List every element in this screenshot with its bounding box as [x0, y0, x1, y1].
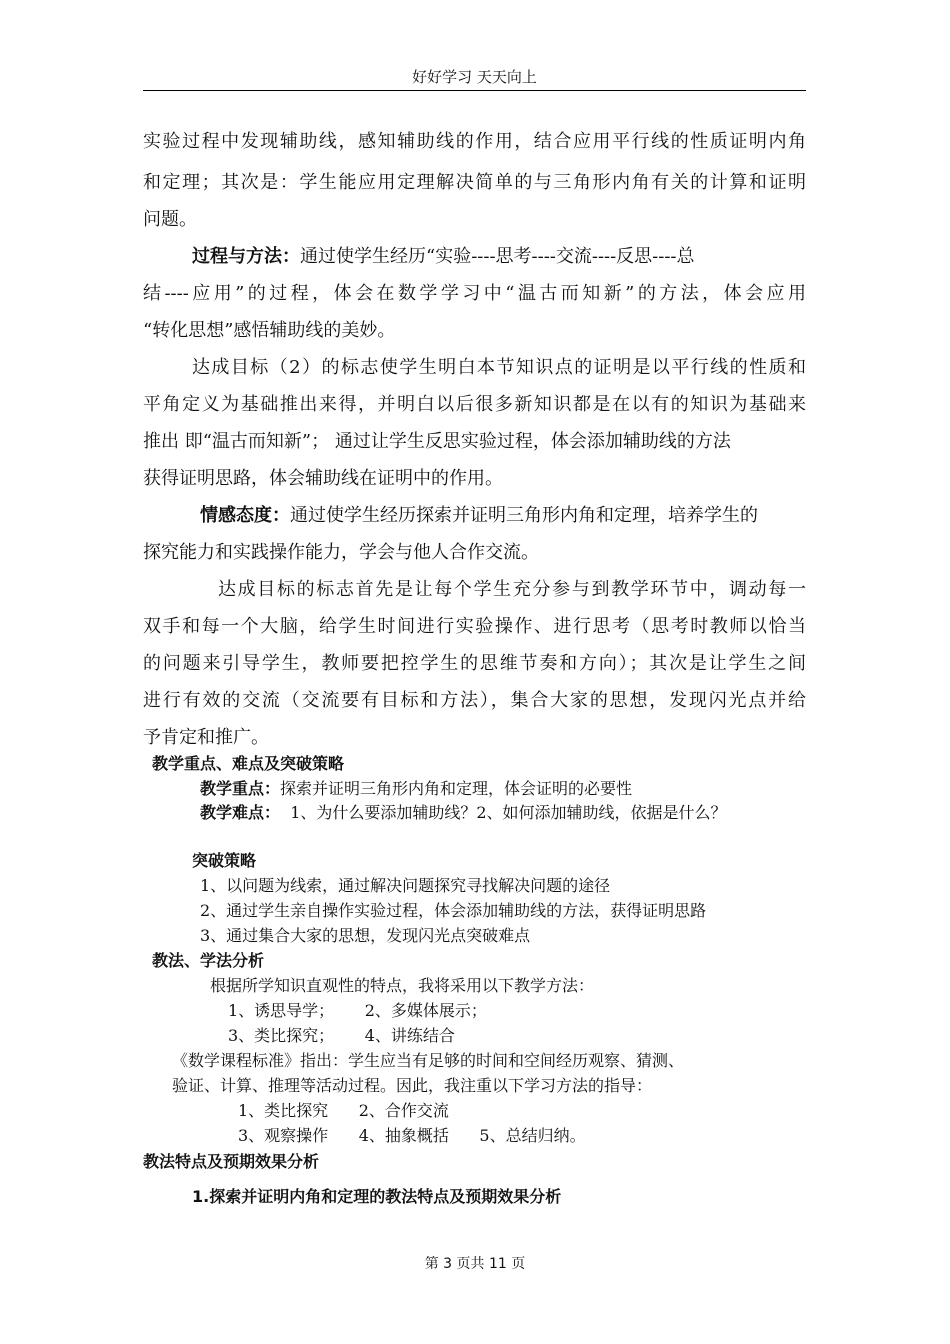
learn-methods-row-2: 3、观察操作 4、抽象概括 5、总结归纳。	[238, 1126, 586, 1145]
page-header: 好好学习 天天向上	[143, 66, 806, 91]
key-point-line	[200, 777, 632, 801]
p2-line-2: 结----应用”的过程，体会在数学学习中“温古而知新”的方法，体会应用	[143, 283, 806, 304]
difficulty-line	[200, 801, 727, 825]
methods-row-1: 1、诱思导学； 2、多媒体展示；	[228, 1001, 487, 1020]
p2-label: 过程与方法：	[192, 246, 300, 267]
method-intro: 根据所学知识直观性的特点，我将采用以下教学方法：	[210, 976, 595, 995]
difficulty-text: 1、为什么要添加辅助线？2、如何添加辅助线，依据是什么？	[280, 803, 727, 822]
standard-line-1: 《数学课程标准》指出：学生应当有足够的时间和空间经历观察、猜测、	[172, 1051, 685, 1070]
strategy-item-2: 2、通过学生亲自操作实验过程，体会添加辅助线的方法，获得证明思路	[200, 901, 707, 920]
p4-line-1	[200, 503, 806, 529]
p4-line-2: 探究能力和实践操作能力，学会与他人合作交流。	[143, 542, 539, 563]
p5-line-4: 进行有效的交流（交流要有目标和方法），集合大家的思想，发现闪光点并给	[143, 690, 806, 711]
page-footer: 第 3 页共 11 页	[424, 1256, 526, 1272]
difficulty-label: 教学难点：	[200, 803, 281, 822]
section-title-analysis: 教法特点及预期效果分析	[143, 1152, 320, 1171]
p5-line-1: 达成目标的标志首先是让每个学生充分参与到教学环节中，调动每一	[218, 579, 806, 600]
p3-line-3: 推出 即“温古而知新”； 通过让学生反思实验过程，体会添加辅助线的方法	[143, 431, 731, 452]
p2-line-1	[192, 244, 806, 270]
p1-line-1: 实验过程中发现辅助线，感知辅助线的作用，结合应用平行线的性质证明内角	[143, 131, 806, 152]
section-title-key-points: 教学重点、难点及突破策略	[152, 754, 345, 773]
p4-text-1: 通过使学生经历探索并证明三角形内角和定理，培养学生的	[290, 505, 758, 526]
section-subtitle-analysis: 1.探索并证明内角和定理的教法特点及预期效果分析	[192, 1187, 562, 1206]
p2-line-3: “转化思想”感悟辅助线的美妙。	[143, 320, 396, 341]
strategy-item-1: 1、以问题为线索，通过解决问题探究寻找解决问题的途径	[200, 876, 611, 895]
p5-line-3: 的问题来引导学生，教师要把控学生的思维节奏和方向）；其次是让学生之间	[143, 653, 806, 674]
p2-text-1: 通过使学生经历“实验----思考----交流----反思----总	[300, 246, 695, 267]
p5-line-2: 双手和每一个大脑，给学生时间进行实验操作、进行思考（思考时教师以恰当	[143, 616, 806, 637]
p3-line-2: 平角定义为基础推出来得，并明白以后很多新知识都是在以有的知识为基础来	[143, 394, 806, 415]
key-point-label: 教学重点：	[200, 779, 281, 798]
p3-line-4: 获得证明思路，体会辅助线在证明中的作用。	[143, 468, 503, 489]
p5-line-5: 予肯定和推广。	[143, 727, 269, 748]
p4-label: 情感态度：	[200, 505, 290, 526]
standard-line-2: 验证、计算、推理等活动过程。因此，我注重以下学习方法的指导：	[172, 1076, 653, 1095]
strategy-item-3: 3、通过集合大家的思想，发现闪光点突破难点	[200, 926, 531, 945]
strategy-title: 突破策略	[192, 851, 257, 870]
p3-line-1: 达成目标（2）的标志使学生明白本节知识点的证明是以平行线的性质和	[192, 357, 806, 378]
key-point-text: 探索并证明三角形内角和定理，体会证明的必要性	[280, 779, 633, 798]
section-title-methods: 教法、学法分析	[152, 951, 265, 970]
p1-line-2: 和定理；其次是：学生能应用定理解决简单的与三角形内角有关的计算和证明	[143, 172, 806, 193]
learn-methods-row-1: 1、类比探究 2、合作交流	[238, 1101, 449, 1120]
p1-line-3: 问题。	[143, 209, 197, 230]
methods-row-2: 3、类比探究； 4、讲练结合	[228, 1026, 455, 1045]
